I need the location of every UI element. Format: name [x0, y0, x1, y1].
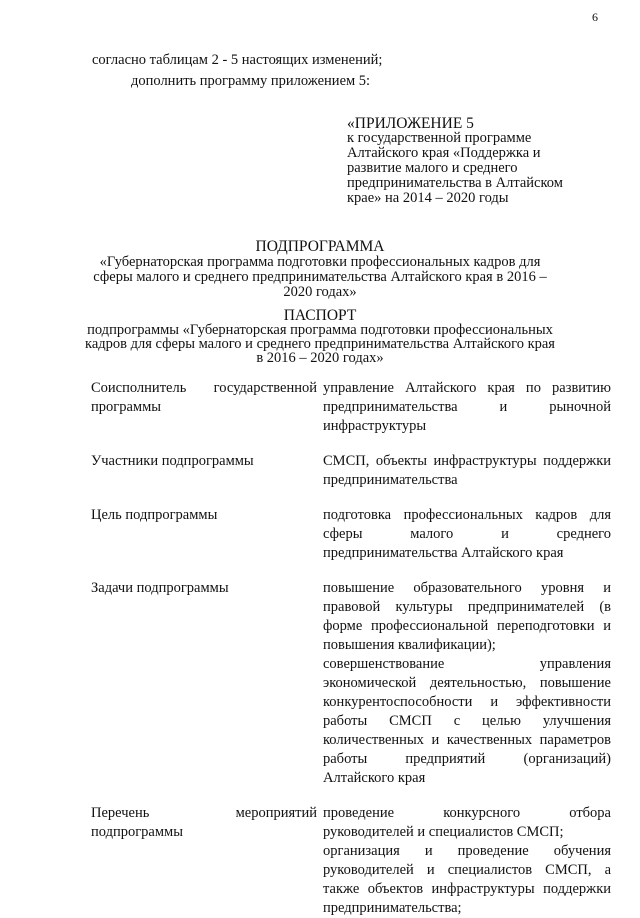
- page-number: 6: [592, 10, 598, 24]
- row-label: Участники подпрограммы: [91, 453, 254, 469]
- row-label: Цель подпрограммы: [91, 507, 218, 523]
- row-paragraph: подготовка профессиональных кадров для сферы малого и среднего предпринимательства Алтайского края: [323, 507, 611, 561]
- passport-name: подпрограммы «Губернаторская программа подготовки профессиональных кадров для сферы малого и среднего предпринимательства Алтайского края в 2016 – 2020 годах»: [85, 322, 555, 366]
- row-value: [323, 379, 611, 452]
- table-row: [91, 379, 611, 452]
- row-paragraph: повышение образовательного уровня и правовой культуры предпринимателей (в форме профессиональной переподготовки и повышения квалификации);: [323, 580, 611, 653]
- row-paragraph: СМСП, объекты инфраструктуры поддержки предпринимательства: [323, 453, 611, 488]
- row-value: [323, 579, 611, 804]
- intro-line-2: дополнить программу приложением 5:: [131, 73, 371, 89]
- appendix-block: [347, 116, 597, 206]
- appendix-text: к государственной программе Алтайского края «Поддержка и развитие малого и среднего предпринимательства в Алтайском крае» на 2014 – 2020 годы: [347, 130, 563, 206]
- row-label: Соисполнитель государственной программы: [91, 380, 317, 415]
- row-label: Перечень мероприятий подпрограммы: [91, 805, 317, 840]
- row-paragraph: управление Алтайского края по развитию предпринимательства и рыночной инфраструктуры: [323, 380, 611, 434]
- row-paragraph: проведение конкурсного отбора руководителей и специалистов СМСП;: [323, 805, 611, 840]
- table-row: [91, 804, 611, 918]
- table-row: [91, 579, 611, 804]
- row-label: Задачи подпрограммы: [91, 580, 229, 596]
- row-value: [323, 506, 611, 579]
- row-paragraph: организация и проведение обучения руководителей и специалистов СМСП, а также объектов инфраструктуры поддержки предпринимательства;: [323, 843, 611, 916]
- subprogram-name: «Губернаторская программа подготовки профессиональных кадров для сферы малого и среднего предпринимательства Алтайского края в 2016 – 2020 годах»: [93, 254, 547, 300]
- table-row: [91, 506, 611, 579]
- row-paragraph: совершенствование управления экономической деятельностью, повышение конкурентоспособности и эффективности работы СМСП с целью улучшения количественных и качественных параметров работы предприятий (организаций) Алтайского края: [323, 656, 611, 786]
- passport-heading: ПАСПОРТ: [283, 307, 357, 324]
- row-value: [323, 804, 611, 918]
- subprogram-heading: ПОДПРОГРАММА: [255, 238, 385, 255]
- row-value: [323, 452, 611, 506]
- intro-line-1: согласно таблицам 2 - 5 настоящих изменений;: [92, 52, 383, 68]
- table-row: [91, 452, 611, 506]
- appendix-title: «ПРИЛОЖЕНИЕ 5: [347, 115, 474, 132]
- passport-table: [91, 379, 611, 918]
